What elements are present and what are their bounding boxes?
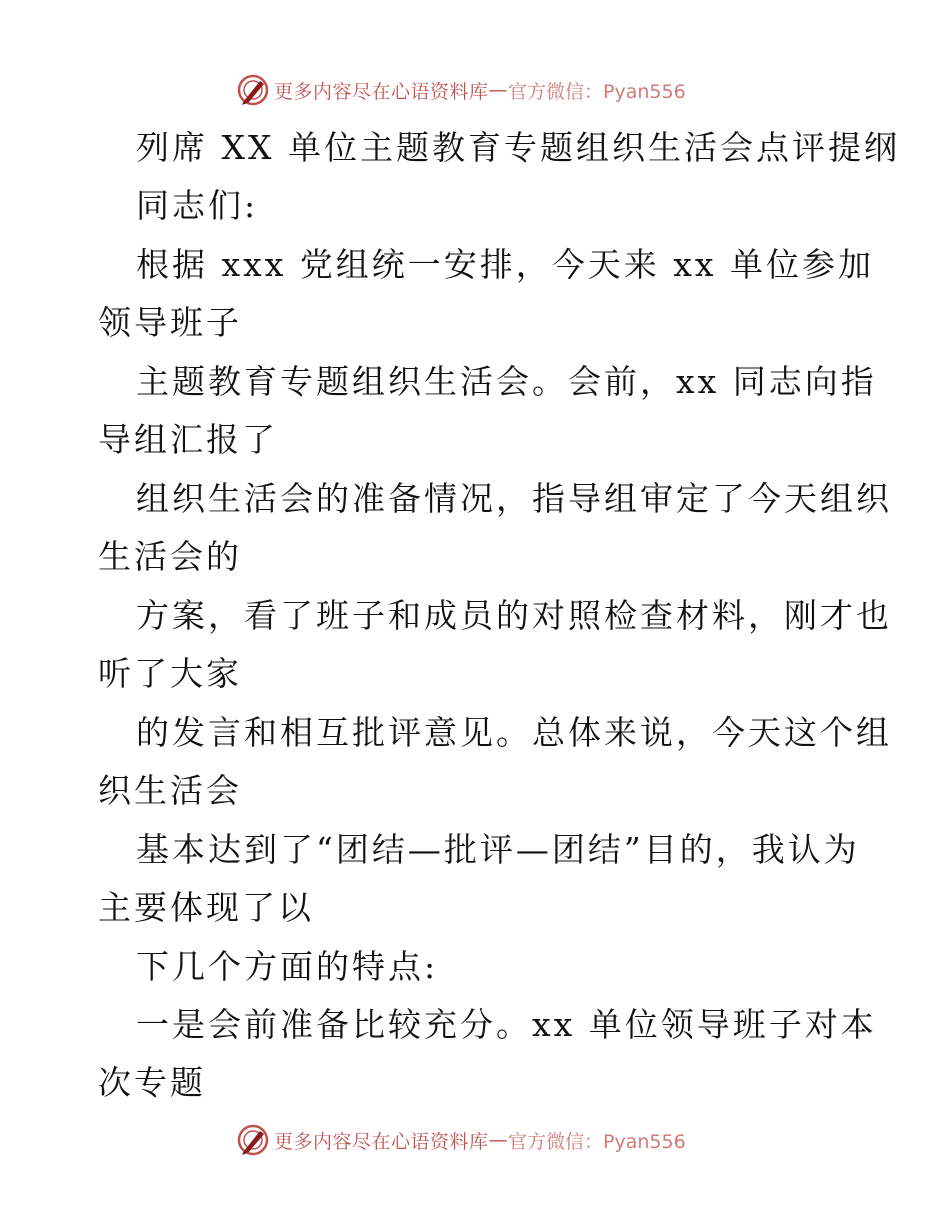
watermark-header: [236, 72, 686, 108]
text-line: 方案，看了班子和成员的对照检查材料，刚才也: [136, 596, 892, 635]
text-line: 的发言和相互批评意见。总体来说，今天这个组: [136, 713, 892, 752]
document-title: 列席 XX 单位主题教育专题组织生活会点评提纲: [136, 128, 900, 167]
text-line: 主要体现了以: [98, 888, 314, 927]
text-line: 一是会前准备比较充分。xx 单位领导班子对本: [136, 1005, 877, 1044]
pen-logo-icon: [236, 1123, 270, 1157]
text-line: 领导班子: [98, 303, 242, 342]
pen-logo-icon: [236, 73, 270, 107]
text-line: 导组汇报了: [98, 420, 278, 459]
watermark-separator: —: [488, 79, 509, 101]
watermark-separator: —: [488, 1129, 509, 1151]
text-line: 同志们:: [136, 186, 259, 225]
watermark-contact: 官方微信：Pyan556: [508, 80, 686, 103]
watermark-footer: [236, 1122, 686, 1158]
watermark-text: 更多内容尽在心语资料库: [274, 1130, 489, 1153]
text-line: 织生活会: [98, 771, 242, 810]
text-line: 根据 xxx 党组统一安排，今天来 xx 单位参加: [136, 245, 875, 284]
text-line: 听了大家: [98, 654, 242, 693]
text-line: 下几个方面的特点:: [136, 947, 439, 986]
text-line: 生活会的: [98, 537, 242, 576]
text-line: 基本达到了“团结—批评—团结”目的，我认为: [136, 830, 860, 869]
text-line: 次专题: [98, 1063, 206, 1102]
text-line: 主题教育专题组织生活会。会前，xx 同志向指: [136, 362, 877, 401]
watermark-contact: 官方微信：Pyan556: [508, 1130, 686, 1153]
text-line: 组织生活会的准备情况，指导组审定了今天组织: [136, 479, 892, 518]
watermark-text: 更多内容尽在心语资料库: [274, 80, 489, 103]
